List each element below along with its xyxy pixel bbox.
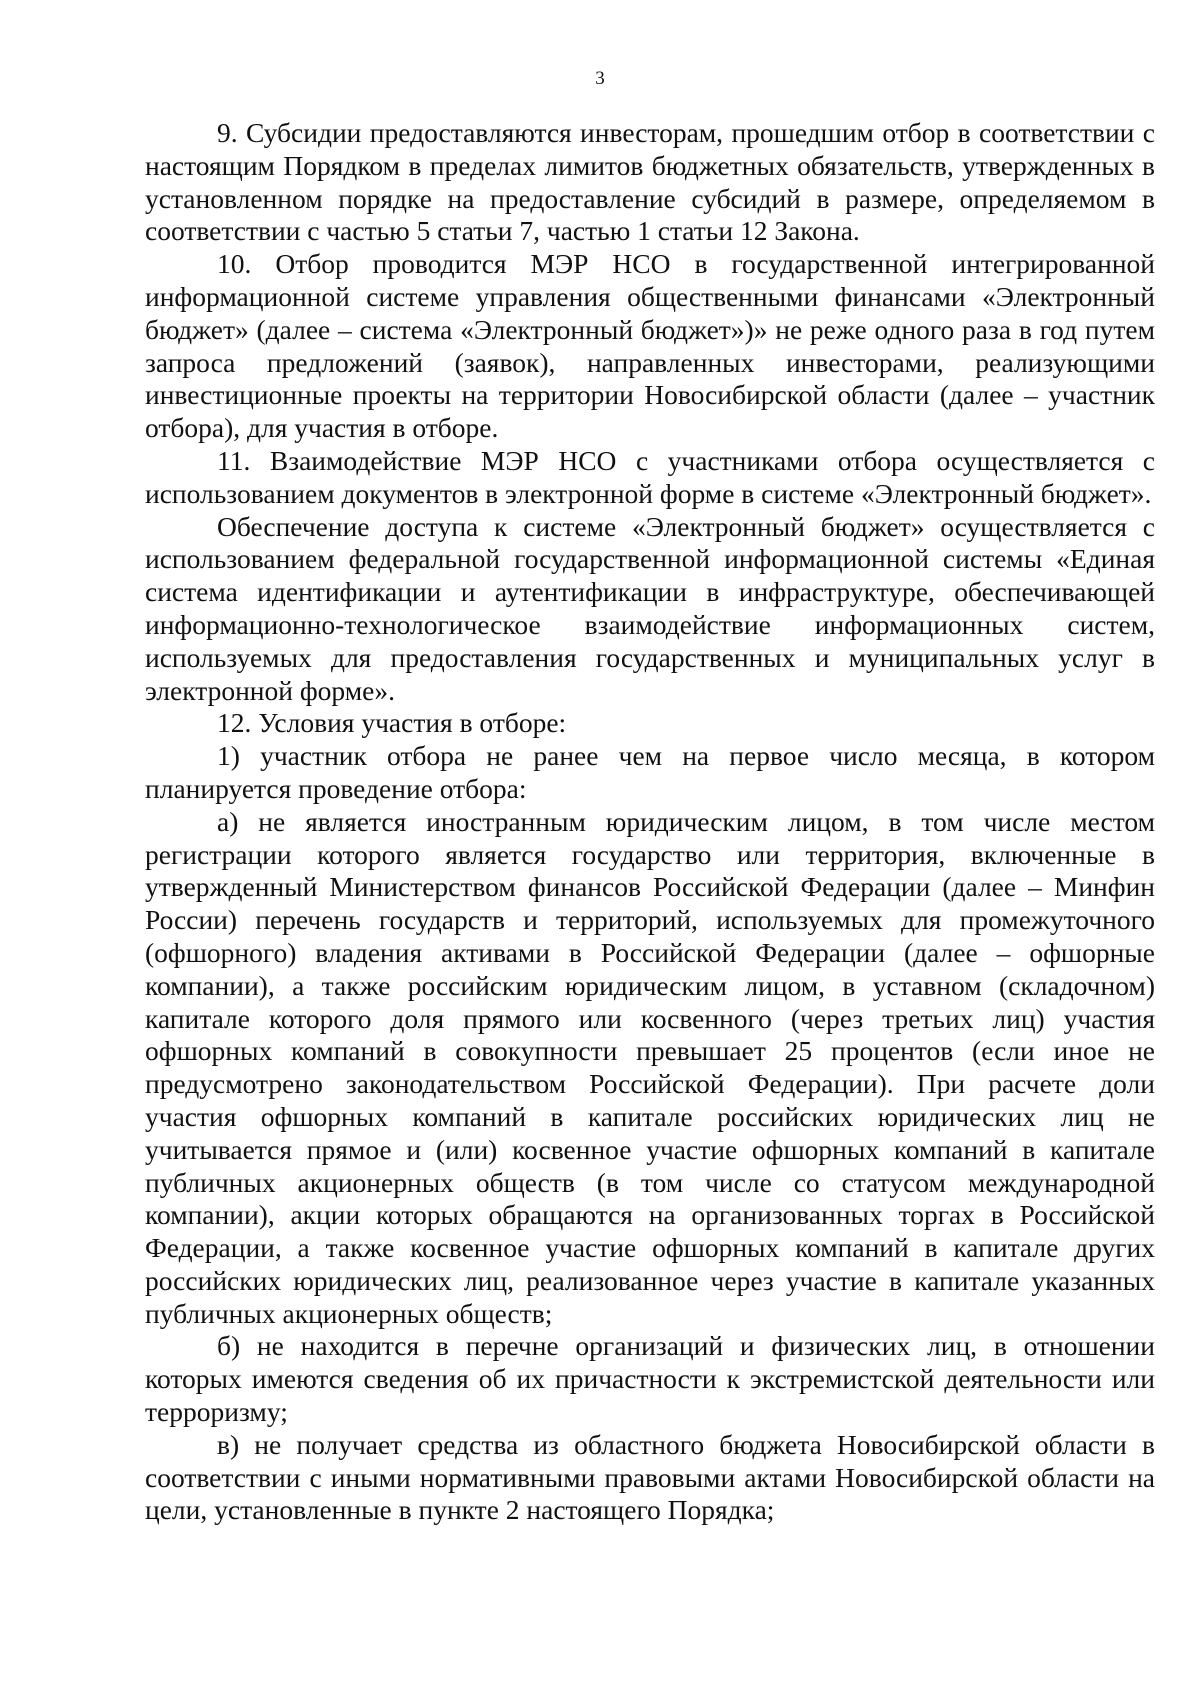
condition-1-v: в) не получает средства из областного бюджета Новосибирской области в соответствии с иными нормативными правовыми актами Новосибирской области на цели, установленные в пункте 2 настоящего Порядка; xyxy=(145,1428,1155,1526)
page-number: 3 xyxy=(595,68,605,89)
condition-1-a: а) не является иностранным юридическим лицом, в том числе местом регистрации которого является государство или территория, включенные в утвержденный Министерством финансов Российской Федерации (далее – Минфин России) перечень государств и территорий, используемых для промежуточного (офшорного) владения активами в Российской Федерации (далее – офшорные компании), а также российским юридическим лицом, в уставном (складочном) капитале которого доля прямого или косвенного (через третьих лиц) участия офшорных компаний в совокупности превышает 25 процентов (если иное не предусмотрено законодательством Российской Федерации). При расчете доли участия офшорных компаний в капитале российских юридических лиц не учитывается прямое и (или) косвенное участие офшорных компаний в капитале публичных акционерных обществ (в том числе со статусом международной компании), акции которых обращаются на организованных торгах в Российской Федерации, а также косвенное участие офшорных компаний в капитале других российских юридических лиц, реализованное через участие в капитале указанных публичных акционерных обществ; xyxy=(145,805,1155,1329)
condition-1: 1) участник отбора не ранее чем на первое число месяца, в котором планируется проведение отбора: xyxy=(145,740,1155,804)
paragraph-11-interaction: 11. Взаимодействие МЭР НСО с участниками отбора осуществляется с использованием документов в электронной форме в системе «Электронный бюджет». xyxy=(145,444,1155,509)
paragraph-10-selection: 10. Отбор проводится МЭР НСО в государственной интегрированной информационной системе управления общественными финансами «Электронный бюджет» (далее – система «Электронный бюджет»)» не реже одного раза в год путем запроса предложений (заявок), направленных инвесторами, реализующими инвестиционные проекты на территории Новосибирской области (далее – участник отбора), для участия в отборе. xyxy=(145,248,1155,444)
paragraph-access: Обеспечение доступа к системе «Электронный бюджет» осуществляется с использованием федеральной государственной информационной системы «Единая система идентификации и аутентификации в инфраструктуре, обеспечивающей информационно-технологическое взаимодействие информационных систем, используемых для предоставления государственных и муниципальных услуг в электронной форме». xyxy=(145,510,1155,706)
paragraph-9-subsidies: 9. Субсидии предоставляются инвесторам, прошедшим отбор в соответствии с настоящим Порядком в пределах лимитов бюджетных обязательств, утвержденных в установленном порядке на предоставление субсидий в размере, определяемом в соответствии с частью 5 статьи 7, частью 1 статьи 12 Закона. xyxy=(145,117,1155,247)
document-body xyxy=(145,117,1155,1527)
paragraph-12-conditions: 12. Условия участия в отборе: xyxy=(217,707,567,739)
condition-1-b: б) не находится в перечне организаций и физических лиц, в отношении которых имеются сведения об их причастности к экстремистской деятельности или терроризму; xyxy=(145,1330,1155,1428)
